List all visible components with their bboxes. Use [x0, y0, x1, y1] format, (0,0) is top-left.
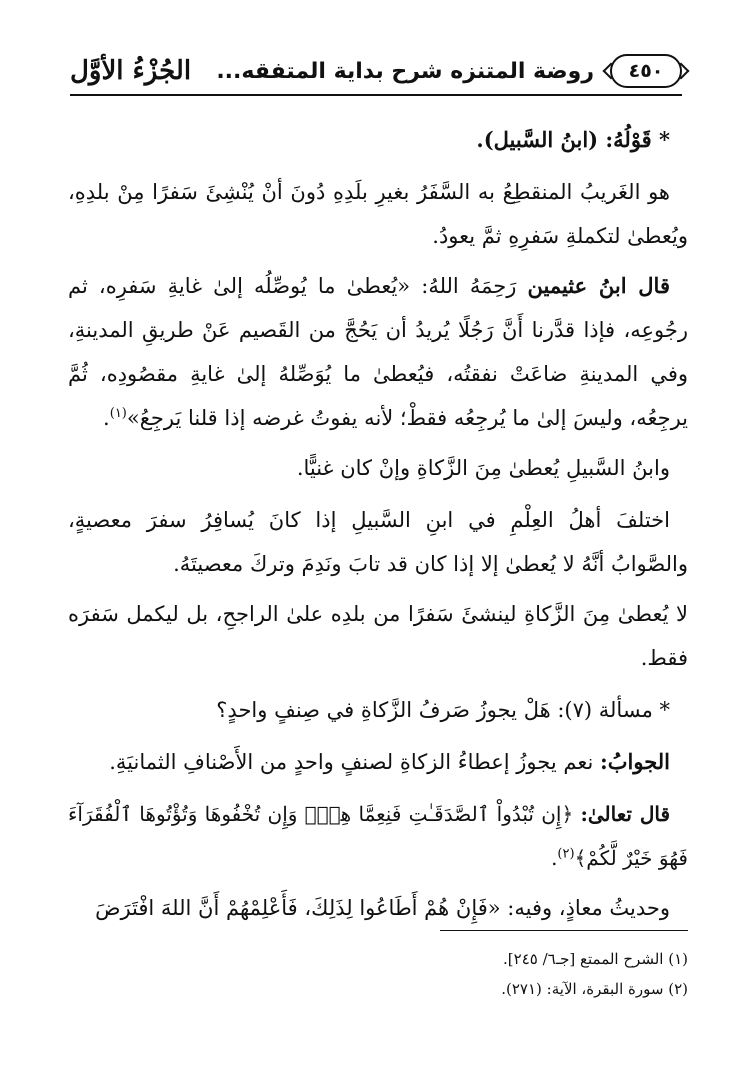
running-title [70, 52, 594, 90]
verse-intro: قال تعالىٰ: [580, 802, 670, 826]
book-title: روضة المتنزه شرح بداية المتفقه... [216, 58, 594, 84]
footnote-1: (١) الشرح الممتع [جـ٦/ ٢٤٥]. [503, 950, 688, 968]
paragraph-answer [68, 740, 688, 784]
footnote-ref-2: (٢) [557, 846, 575, 862]
paragraph-muadh-hadith: وحديثُ معاذٍ، وفيه: «فَإِنْ هُمْ أَطَاعُوا لِذَلِكَ، فَأَعْلِمْهُمْ أَنَّ اللهَ افْتَرَضَ [95, 896, 670, 920]
paragraph-not-given: لا يُعطىٰ مِنَ الزَّكاةِ لينشئَ سَفرًا من بلدِه علىٰ الراجحِ، بل ليكمل سَفرَه فقط. [68, 602, 688, 670]
quote-text: رَحِمَهُ اللهُ: «يُعطىٰ ما يُوصِّلُه إلىٰ غايةِ سَفرِه، ثم رجُوعِه، فإذا قدَّرنا أَنَّ رَجُلًا يُريدُ أن يَحُجَّ من القَصيم عَنْ طريقِ المدينةِ، وفي المدينةِ ضاعَتْ نفقتُه، فيُعطىٰ ما يُوَصِّلهُ إلىٰ غايةِ مقصُودِه، ثُمَّ يرجِعُه، وليسَ إلىٰ ما يُرجِعُه فقطْ؛ لأنه يفوتُ غرضه إذا قلنا يَرجِعُ» [68, 274, 688, 430]
paragraph-disagreement: اختلفَ أهلُ العِلْمِ في ابنِ السَّبيلِ إذا كانَ يُسافِرُ سفرَ معصيةٍ، والصَّوابُ أنَّهُ لا يُعطىٰ إلا إذا كان قد تابَ ونَدِمَ وتركَ معصيتَهُ. [68, 508, 688, 576]
paragraph-ibn-sabil-rich: وابنُ السَّبيلِ يُعطىٰ مِنَ الزَّكاةِ وإنْ كان غنيًّا. [296, 456, 670, 480]
header-rule [70, 94, 682, 96]
verse-text: ﴿إِن تُبْدُواْ ٱلصَّدَقَـٰتِ فَنِعِمَّا هِيَۖ وَإِن تُخْفُوهَا وَتُؤْتُوهَا ٱلْفُقَرَآءَ فَهُوَ خَيْرٌ لَّكُمْ﴾ [68, 802, 688, 870]
answer-text: نعم يجوزُ إعطاءُ الزكاةِ لصنفٍ واحدٍ من الأَصْنافِ الثمانيَةِ. [109, 750, 594, 774]
page-number: ٤٥٠ [610, 54, 682, 88]
footnote-2: (٢) سورة البقرة، الآية: (٢٧١). [501, 980, 688, 998]
footnote-divider [440, 930, 688, 931]
page-header [70, 52, 682, 96]
footnotes [68, 944, 688, 1004]
quote-speaker: قال ابنُ عثيمين [527, 273, 670, 298]
paragraph-ibn-uthaymin-quote: قال ابنُ عثيمين رَحِمَهُ اللهُ: «يُعطىٰ ما يُوصِّلُه إلىٰ غايةِ سَفرِه، ثم رجُوعِه، فإذا قدَّرنا أَنَّ رَجُلًا يُريدُ أن يَحُجَّ من القَصيم عَنْ طريقِ المدينةِ، وفي المدينةِ ضاعَتْ نفقتُه، فيُعطىٰ ما يُوَصِّلهُ إلىٰ غايةِ مقصُودِه، ثُمَّ يرجِعُه، وليسَ إلىٰ ما يُرجِعُه فقطْ؛ لأنه يفوتُ غرضه إذا قلنا يَرجِعُ»$^{(١)}$. [68, 273, 688, 430]
part-title: الجُزْءُ الأوَّل [70, 56, 192, 86]
answer-label: الجوابُ: [600, 749, 670, 774]
paragraph-heading-ibn-sabil: * قَوْلُهُ: (ابنُ السَّبيل). [476, 127, 670, 152]
main-text [68, 118, 688, 936]
footnote-ref-1: (١) [109, 406, 127, 421]
paragraph-definition: هو الغَريبُ المنقطِعُ به السَّفَرُ بغيرِ بلَدِهِ دُونَ أنْ يُنْشِئَ سَفرًا مِنْ بلدِهِ، ويُعطىٰ لتكملةِ سَفرِهِ ثمَّ يعودُ. [68, 180, 688, 248]
paragraph-quran-verse: قال تعالىٰ: ﴿إِن تُبْدُواْ ٱلصَّدَقَـٰتِ فَنِعِمَّا هِيَۖ وَإِن تُخْفُوهَا وَتُؤْتُوهَا ٱلْفُقَرَآءَ فَهُوَ خَيْرٌ لَّكُمْ﴾$^{(٢)}$. [68, 802, 688, 870]
paragraph-issue-7: * مسألة (٧): هَلْ يجوزُ صَرفُ الزَّكاةِ في صِنفٍ واحدٍ؟ [216, 698, 670, 722]
